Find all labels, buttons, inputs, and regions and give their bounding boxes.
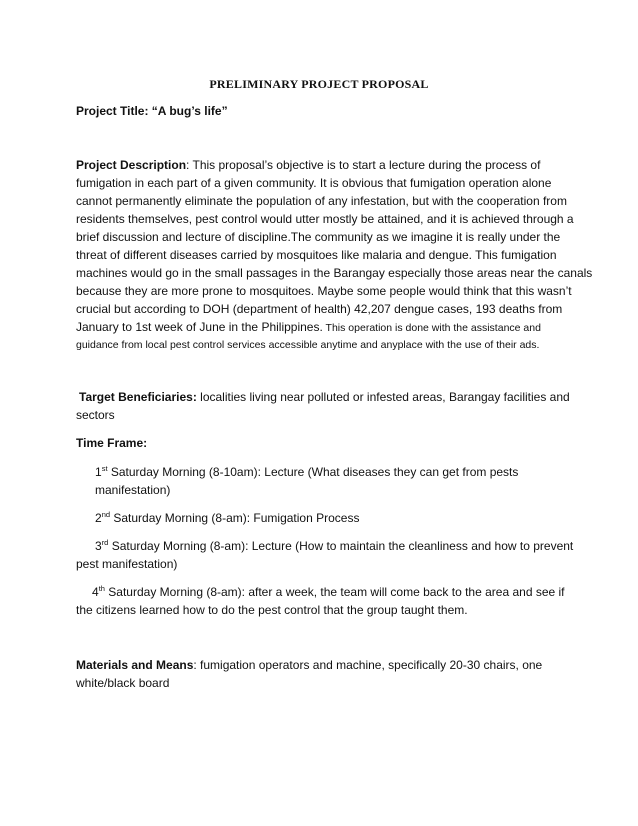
- description-line-9-small: This operation is done with the assistance and: [322, 322, 541, 334]
- item-number: 2: [95, 511, 102, 525]
- item-number: 1: [95, 465, 102, 479]
- description-line-10: guidance from local pest control services accessible anytime and anyplace with the use of their ads.: [76, 339, 540, 351]
- item-ordinal-suffix: nd: [101, 510, 111, 519]
- item-number: 4: [92, 585, 99, 599]
- description-line: machines would go in the small passages in the Barangay especially those areas near the canals: [76, 266, 593, 280]
- time-frame-item-3-cont: pest manifestation): [76, 557, 178, 571]
- item-ordinal-suffix: rd: [101, 538, 109, 547]
- materials-text-cont: white/black board: [76, 676, 170, 690]
- description-line: residents themselves, pest control would utter mostly be attained, and it is achieved through a: [76, 212, 574, 226]
- description-first-text: : This proposal’s objective is to start a lecture during the process of: [186, 158, 541, 172]
- description-line: because they are more prone to mosquitoes. Maybe some people would think that this wasn’t: [76, 284, 572, 298]
- beneficiaries-line: [79, 389, 570, 405]
- item-text: Saturday Morning (8-am): after a week, the team will come back to the area and see if: [104, 585, 565, 599]
- description-line: cannot permanently eliminate the population of any infestation, but with the cooperation from: [76, 194, 567, 208]
- description-line: fumigation in each part of a given community. It is obvious that fumigation operation alone: [76, 176, 552, 190]
- description-line-1: [76, 157, 540, 173]
- description-line: brief discussion and lecture of discipline.The community as we imagine it is really under the: [76, 230, 561, 244]
- item-ordinal-suffix: th: [98, 584, 105, 593]
- item-ordinal-suffix: st: [101, 464, 108, 473]
- time-frame-item-4: [92, 584, 565, 600]
- materials-line: [76, 657, 542, 673]
- materials-label: Materials and Means: [76, 658, 194, 672]
- item-text: Saturday Morning (8-am): Lecture (How to maintain the cleanliness and how to prevent: [108, 539, 574, 553]
- description-line-9-main: January to 1st week of June in the Philippines.: [76, 320, 323, 334]
- time-frame-item-1-cont: manifestation): [95, 483, 171, 497]
- description-label: Project Description: [76, 158, 187, 172]
- document-title: PRELIMINARY PROJECT PROPOSAL: [209, 77, 429, 91]
- item-text: Saturday Morning (8-am): Fumigation Process: [110, 511, 360, 525]
- description-line: threat of different diseases carried by mosquitoes like malaria and dengue. This fumigation: [76, 248, 557, 262]
- description-line: crucial but according to DOH (department of health) 42,207 dengue cases, 193 deaths from: [76, 302, 563, 316]
- time-frame-item-1: [95, 464, 518, 480]
- beneficiaries-text-cont: sectors: [76, 408, 115, 422]
- time-frame-item-2: [95, 510, 359, 526]
- time-frame-item-3: [95, 538, 573, 554]
- time-frame-item-4-cont: the citizens learned how to do the pest control that the group taught them.: [76, 603, 468, 617]
- item-number: 3: [95, 539, 102, 553]
- description-line-9: [76, 319, 541, 336]
- beneficiaries-text: localities living near polluted or infested areas, Barangay facilities and: [196, 390, 570, 404]
- item-text: Saturday Morning (8-10am): Lecture (What diseases they can get from pests: [107, 465, 519, 479]
- project-title: Project Title: “A bug’s life”: [76, 104, 228, 118]
- time-frame-label: Time Frame:: [76, 436, 148, 450]
- beneficiaries-label: Target Beneficiaries:: [79, 390, 197, 404]
- materials-text: : fumigation operators and machine, specifically 20-30 chairs, one: [193, 658, 543, 672]
